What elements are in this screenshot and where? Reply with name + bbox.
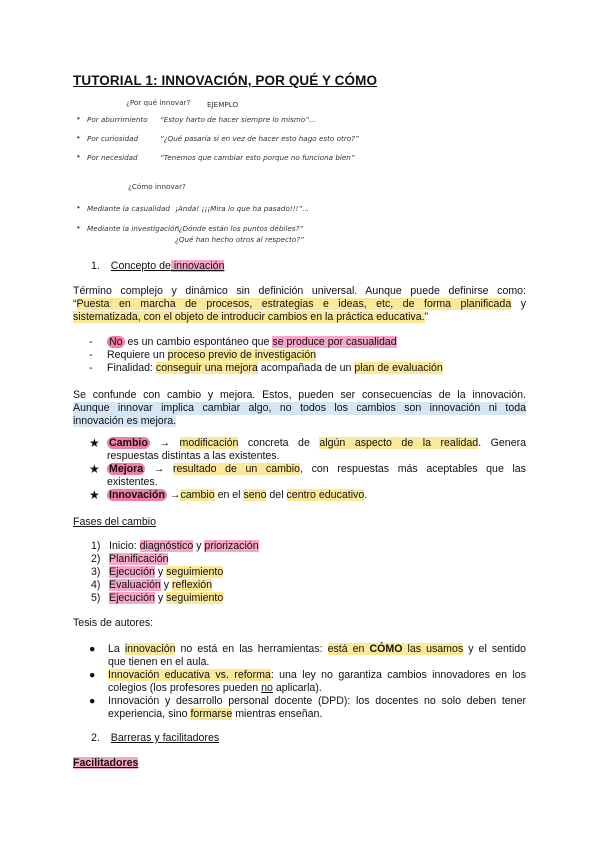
star-highlight: seno	[243, 489, 267, 501]
figure-bullet: •	[77, 133, 80, 142]
figure-ejemplo: EJEMPLO	[207, 100, 239, 109]
definition-highlight: sistematizada, con el objeto de introducir cambios en la práctica educativa.	[73, 311, 425, 323]
figure-bullet: •	[77, 152, 80, 161]
fase-number: 4)	[91, 579, 101, 591]
fase-item	[109, 540, 259, 553]
fase-item	[109, 579, 212, 592]
dash-highlight: conseguir una mejora	[155, 362, 258, 374]
section-number: 2.	[91, 732, 100, 744]
tesis-text: colegios (los profesores pueden	[108, 682, 262, 694]
figure-label: Mediante la casualidad	[87, 204, 170, 213]
dash-text: Requiere un	[107, 349, 168, 361]
star-keyword: Cambio	[109, 437, 148, 449]
facilitadores-label: Facilitadores	[73, 757, 139, 769]
tesis-text: La	[108, 643, 125, 655]
fase-highlight: Evaluación	[109, 579, 161, 591]
section-2-heading	[91, 732, 219, 745]
dash-highlight: se produce por casualidad	[272, 336, 397, 348]
dash-item	[107, 336, 397, 349]
tesis-text: y el sentido	[463, 643, 526, 655]
dash-bullet: -	[89, 336, 93, 348]
fase-text: Inicio:	[109, 540, 140, 552]
fase-highlight: Ejecución	[109, 592, 155, 604]
dash-highlight: No	[109, 336, 123, 348]
fase-highlight: diagnóstico	[139, 540, 194, 552]
tesis-highlight: formarse	[190, 708, 233, 720]
star-highlight: modificación	[179, 437, 239, 449]
fase-highlight: Ejecución	[109, 566, 155, 578]
arrow: →	[145, 463, 173, 475]
confusion-line: Aunque innovar implica cambiar algo, no todos los cambios son innovación ni toda	[73, 402, 526, 414]
star-highlight: centro educativo	[286, 489, 365, 501]
figure-example: “¿Qué pasaría si en vez de hacer esto hago esto otro?”	[160, 134, 359, 143]
figure-q1: ¿Por qué innovar?	[126, 98, 191, 107]
star-highlight: cambio	[180, 489, 215, 501]
star-highlight: resultado de un cambio	[172, 463, 301, 475]
quote-mark: ”	[424, 311, 429, 323]
tesis-text: mientras enseñan.	[232, 708, 323, 720]
figure-label: Por aburrimiento	[87, 115, 148, 124]
arrow: →	[149, 437, 180, 449]
figure-bullet: •	[77, 223, 80, 232]
definition-line: Término complejo y dinámico sin definición universal. Aunque puede definirse como:	[73, 285, 526, 297]
star-keyword: Innovación	[109, 489, 165, 501]
section-1-heading	[91, 260, 224, 273]
definition-line	[73, 298, 526, 311]
star-icon: ★	[89, 462, 100, 476]
bullet-dot: ●	[89, 669, 96, 681]
star-item-cambio	[107, 437, 526, 450]
fase-highlight: Planificación	[109, 553, 169, 565]
facilitadores-heading	[73, 757, 138, 770]
definition-highlight: de forma planificada	[393, 298, 512, 310]
tesis-text: no está en las herramientas:	[175, 643, 328, 655]
figure-example: “Tenemos que cambiar esto porque no funciona bien”	[160, 153, 355, 162]
section-title-highlight: innovación	[170, 260, 225, 272]
quote-mark: “	[73, 298, 77, 310]
definition-highlight: Puesta en marcha de procesos, estrategias e ideas, etc,	[76, 298, 394, 310]
fase-text: y	[154, 566, 167, 578]
tesis-highlight: Innovación educativa vs. reforma	[108, 669, 271, 681]
fase-text: y	[193, 540, 205, 552]
tesis-title: Tesis de autores:	[73, 617, 154, 629]
star-icon: ★	[89, 488, 100, 502]
fase-highlight: seguimiento	[166, 566, 224, 578]
tesis-underline: no	[261, 682, 273, 694]
tesis-highlight: está en	[327, 643, 370, 655]
fase-number: 1)	[91, 540, 101, 552]
tesis-text: aplicarla).	[272, 682, 322, 694]
star-text: .	[364, 489, 368, 501]
fases-title: Fases del cambio	[73, 516, 157, 528]
dash-text: Finalidad:	[107, 362, 156, 374]
star-keyword: Mejora	[109, 463, 144, 475]
dash-item	[107, 349, 316, 362]
figure-label: Por necesidad	[87, 153, 138, 162]
dash-text: acompañada de un	[257, 362, 355, 374]
tesis-highlight: CÓMO	[369, 643, 403, 655]
figure-example: ¡Anda! ¡¡¡Mira lo que ha pasado!!!”...	[175, 204, 310, 213]
fase-highlight: seguimiento	[166, 592, 224, 604]
tesis-highlight: innovación	[124, 643, 176, 655]
fase-highlight: reflexión	[172, 579, 213, 591]
bullet-dot: ●	[89, 643, 96, 655]
fase-highlight: priorización	[204, 540, 259, 552]
dash-highlight: proceso previo de investigación	[167, 349, 317, 361]
fase-item	[109, 566, 223, 579]
confusion-line: Se confunde con cambio y mejora. Estos, pueden ser consecuencias de la innovación.	[73, 389, 526, 401]
tesis-item-line	[108, 708, 322, 721]
star-text: , con respuestas más aceptables que las	[300, 463, 526, 475]
confusion-line	[73, 415, 176, 428]
star-text: . Genera	[478, 437, 526, 449]
dash-bullet: -	[89, 349, 93, 361]
tesis-item-line	[108, 682, 322, 695]
star-highlight: algún aspecto de la realidad	[319, 437, 479, 449]
figure-bullet: •	[77, 114, 80, 123]
fase-number: 3)	[91, 566, 101, 578]
arrow: →	[166, 489, 181, 501]
star-item-innovacion	[107, 489, 367, 502]
star-icon: ★	[89, 436, 100, 450]
figure-q2: ¿Cómo innovar?	[128, 182, 186, 191]
tesis-text: : una ley no garantiza cambios innovadores en los	[270, 669, 526, 681]
fase-item	[109, 553, 168, 566]
star-item-line: existentes.	[107, 476, 158, 488]
fase-text: y	[160, 579, 173, 591]
definition-line	[73, 311, 428, 324]
figure-bullet: •	[77, 203, 80, 212]
star-item-line: respuestas distintas a las existentes.	[107, 450, 280, 462]
star-text: concreta de	[238, 437, 320, 449]
dash-bullet: -	[89, 362, 93, 374]
star-text: del	[266, 489, 287, 501]
dash-text: es un cambio espontáneo que	[124, 336, 273, 348]
tesis-item	[108, 643, 526, 656]
star-text: en el	[214, 489, 244, 501]
fase-number: 5)	[91, 592, 101, 604]
definition-text: y	[511, 298, 526, 310]
figure-label: Mediante la investigación	[87, 224, 180, 233]
confusion-highlight: innovación es mejora.	[73, 415, 177, 427]
tesis-highlight: las usamos	[402, 643, 464, 655]
tesis-item: Innovación y desarrollo personal docente (DPD): los docentes no solo deben tener	[108, 695, 526, 707]
dash-item	[107, 362, 443, 375]
figure-example: ¿Qué han hecho otros al respecto?”	[175, 235, 304, 244]
section-number: 1.	[91, 260, 100, 272]
section-title-part: Concepto de	[110, 260, 171, 272]
fase-number: 2)	[91, 553, 101, 565]
figure-example: “Estoy harto de hacer siempre lo mismo”...	[160, 115, 316, 124]
figure-label: Por curiosidad	[87, 134, 139, 143]
fase-item	[109, 592, 223, 605]
tesis-text: experiencia, sino	[108, 708, 191, 720]
dash-highlight: plan de evaluación	[354, 362, 443, 374]
figure-example: “¿Dónde están los puntos débiles?”	[175, 224, 304, 233]
section-title: Barreras y facilitadores	[110, 732, 220, 744]
tesis-item-line: que tienen en el aula.	[108, 656, 210, 668]
fase-text: y	[154, 592, 167, 604]
star-item-mejora	[107, 463, 526, 476]
page-title: TUTORIAL 1: INNOVACIÓN, POR QUÉ Y CÓMO	[73, 73, 378, 88]
bullet-dot: ●	[89, 695, 96, 707]
tesis-item	[108, 669, 526, 682]
section-title	[111, 260, 225, 272]
